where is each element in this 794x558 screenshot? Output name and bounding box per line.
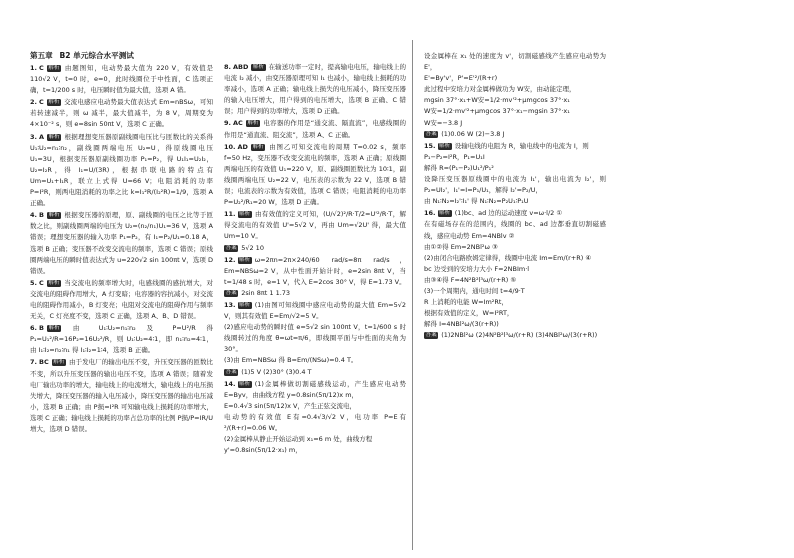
answer-column-1: [30, 63, 213, 548]
analysis-content: P₁−P₂=I²R，P₁=U₁I: [424, 152, 485, 161]
answer-text: 5√2 10: [241, 243, 264, 252]
answer-item: [30, 132, 213, 210]
answer-item: [224, 300, 406, 378]
question-number: 16.: [424, 209, 436, 218]
analysis-line: [424, 253, 606, 264]
analysis-text: [224, 142, 406, 209]
analysis-line: [424, 196, 606, 207]
analysis-text: [224, 118, 406, 140]
answer-item: [30, 357, 213, 435]
analysis-line: [424, 319, 606, 330]
question-number: 14.: [224, 379, 236, 388]
question-number: 1.: [30, 64, 37, 72]
analysis-content: (2)由闭合电路欧姆定律得，线圈中电流 Im=Em/(r+R) ④: [424, 253, 592, 262]
analysis-content: 当交流电的频率增大时，电感线圈的感抗增大，对交流电的阻碍作用增大，A 灯变暗；电容器的容抗减小，对交流电的阻碍作用减小，B 灯变亮；电阻对交流电的阻碍作用与频率无关，C 灯亮度不变，选项 C 正确，选项 A、B、D 错误。: [30, 278, 213, 321]
answer-line: [224, 288, 406, 299]
answer-line: [224, 367, 406, 378]
analysis-text: [30, 357, 213, 435]
analysis-text: [30, 132, 213, 210]
answer-item: [30, 210, 213, 277]
question-number: 8.: [224, 63, 231, 71]
question-number: 7.: [30, 358, 37, 367]
analysis-content: 由图乙可知交流电的周期 T=0.02 s，频率 f=50 Hz，变压器不改变交流电的频率，选项 A 正确；原线圈两端电压的有效值 U₁=220 V，原、副线圈匝数比为 10∶1，副线圈两端电压 U₂=22 V，电压表的示数为 22 V，选项 B 错误；电流表的示数为有效值，选项 C 错误；电阻消耗的电功率 P=U₂²/R₁=20 W，选项 D 正确。: [224, 142, 406, 207]
analysis-line: [424, 73, 606, 84]
answer-item: [224, 255, 406, 299]
analysis-content: (1)金属棒做切割磁感线运动，产生感应电动势 E=Byv，由曲线方程 y=0.8sin(5π/12)x m，: [224, 379, 406, 399]
analysis-line: [224, 322, 406, 355]
question-number: 15.: [424, 141, 436, 150]
analysis-tag: 解析: [239, 301, 251, 308]
analysis-text: [424, 141, 606, 152]
analysis-tag: 解析: [48, 325, 60, 332]
analysis-content: y'=0.8sin(5π/12·x₁) m，: [224, 446, 302, 455]
analysis-text: [424, 51, 606, 73]
analysis-content: ω=2πn=2π×240/60 rad/s=8π rad/s，Em=NBSω=2 V，从中性面开始计时，e=2sin 8πt V，当 t=1/48 s 时，e=1 V，代入 E=2cos 30° V，得 E≈1.73 V。: [224, 255, 406, 286]
analysis-content: 在输送功率一定时，提高输电电压，输电线上的电流 I₂ 减小，由变压器原理可知 I₁ 也减小，输电线上损耗的功率减小，选项 A 正确；输电线上损失的电压减小，降压变压器的输入电压增大，用户得到的电压增大，选项 B 正确、C 错误；用户得到的功率增大，选项 D 正确。: [224, 63, 406, 116]
answer-tag: 答案: [225, 244, 237, 251]
answer-item: [224, 379, 406, 457]
analysis-line: [424, 174, 606, 196]
question-number: 5.: [30, 278, 37, 287]
choice-answer: C: [39, 64, 44, 72]
analysis-text: [224, 300, 406, 322]
analysis-tag: 解析: [239, 256, 251, 263]
answer-column-3: [424, 51, 606, 548]
answer-text: 2sin 8πt 1 1.73: [241, 288, 291, 297]
analysis-line: [424, 242, 606, 253]
answer-line: [424, 129, 606, 140]
analysis-tag: 解析: [48, 212, 60, 219]
analysis-content: 解得 I=4NBl²ω/(3(r+R)): [424, 320, 499, 329]
analysis-text: [30, 97, 213, 130]
analysis-content: (1)bc、ad 边的运动速度 v=ω·l/2 ①: [454, 209, 563, 218]
analysis-content: 由于发电厂的输出电压不变，升压变压器的匝数比不变，所以升压变压器的输出电压不变，选项 A 错误；随着发电厂输出功率的增大，输电线上的电流增大，输电线上的电压损失增大，降压变压器的输入电压减小，降压变压器的输出电压减小，选项 B 正确；由 P损=I²R 可知输电线上损耗的功率增大，选项 C 正确；输电线上损耗的功率占总功率的比例 P损/P=IR/U 增大，选项 D 错误。: [30, 358, 213, 433]
question-number: 4.: [30, 211, 37, 220]
analysis-content: 由③④得 F=4N²B²l³ω/(r+R) ⑤: [424, 275, 517, 284]
analysis-content: (3)一个周期内，通电时间 t=4/9·T: [424, 286, 525, 295]
analysis-line: [424, 152, 606, 163]
analysis-tag: 解析: [239, 380, 251, 387]
analysis-text: [30, 323, 213, 356]
analysis-line: [224, 401, 406, 412]
choice-answer: B: [39, 211, 44, 220]
analysis-line: [224, 434, 406, 445]
answer-item: [30, 323, 213, 356]
analysis-text: [224, 379, 406, 401]
analysis-content: 由 U₁∶U₂=n₁∶n₂ 及 P=U²/R 得 P₁=U₁²/R=16P₂=16U₂²/R，则 U₁∶U₂=4∶1，即 n₁∶n₂=4∶1，由 I₁∶I₂=n₂∶n₁ 得 I₁∶I₂=1∶4，选项 B 正确。: [30, 324, 213, 355]
chapter-label: 第五章: [30, 51, 53, 60]
analysis-text: [30, 278, 213, 322]
question-number: 12.: [224, 255, 236, 264]
page-gutter-divider: [412, 40, 413, 550]
answer-item: [424, 141, 606, 208]
question-number: 11.: [224, 210, 236, 219]
analysis-text: [224, 209, 406, 242]
analysis-content: 由有效值的定义可知，(U/√2)²/R·T/2=U'²/R·T，解得交流电的有效值 U'=5√2 V，再由 Um=√2U' 得，最大值 Um=10 V。: [224, 210, 406, 241]
answer-item: [30, 278, 213, 322]
choice-answer: C: [39, 98, 44, 107]
analysis-content: R 上消耗的电能 W=Im²Rt，: [424, 298, 508, 307]
analysis-line: [424, 308, 606, 319]
analysis-text: [424, 208, 606, 219]
analysis-content: 交流电感应电动势最大值表达式 Em=nBSω，可知若转速减半，则 ω 减半，最大值减半，为 8 V，周期变为 4×10⁻² s，则 e=8sin 50πt V，选项 C 正确。: [30, 98, 213, 129]
choice-answer: AD: [237, 142, 248, 151]
analysis-tag: 解析: [252, 64, 265, 70]
analysis-tag: 解析: [247, 120, 259, 127]
analysis-content: 设金属棒在 x₁ 处的速度为 v'，切割磁感线产生感应电动势为 E'，: [424, 52, 606, 72]
answer-tag: 答案: [225, 368, 237, 375]
answer-item: [30, 63, 213, 96]
analysis-content: 由①②得 Em=2NBl²ω ③: [424, 242, 498, 251]
answer-line: [224, 243, 406, 254]
choice-answer: ABD: [233, 63, 249, 71]
answer-item: [224, 118, 406, 140]
unit-title: B2 单元综合水平测试: [59, 51, 134, 60]
answer-item: [224, 62, 406, 117]
analysis-tag: 解析: [439, 210, 451, 217]
analysis-content: 根据变压器的原理，原、副线圈的电压之比等于匝数之比，则副线圈两端的电压为 U₂=(n₂/n₁)U₁=36 V，选项 A 错误；理想变压器的输入功率 P₁=P₂，有 I₁=P₂/U₁≈0.18 A，选项 B 正确；变压器不改变交流电的频率，选项 C 错误；原线圈两端电压的瞬时值表达式为 u=220√2 sin 100πt V，选项 D 错误。: [30, 211, 213, 275]
analysis-content: 此过程中安培力对金属棒做功为 W安，由动能定理，: [424, 85, 576, 94]
answer-item: [30, 97, 213, 130]
analysis-line: [424, 95, 606, 106]
answer-text: (1)0.06 W (2)−3.8 J: [441, 129, 505, 138]
analysis-content: (1)由图可知线圈中感应电动势的最大值 Em=5√2 V，则其有效值 E=Em/√2=5 V。: [224, 300, 406, 321]
question-number: 2.: [30, 98, 37, 107]
analysis-line: [424, 84, 606, 95]
analysis-content: W安=−3.8 J: [424, 118, 463, 127]
analysis-line: [224, 355, 406, 366]
analysis-content: (2)金属棒从静止开始运动到 x₁=6 m 处，曲线方程: [224, 435, 373, 444]
analysis-line: [424, 297, 606, 308]
analysis-tag: 解析: [252, 143, 264, 150]
analysis-content: bc 边受到的安培力大小 F=2NBIm·l: [424, 264, 530, 273]
answer-tag: 答案: [425, 332, 437, 339]
analysis-tag: 解析: [48, 65, 60, 71]
answer-text: (1)2NBl²ω (2)4N²B²l³ω/(r+R) (3)4NBl²ω/(3(r+R)): [441, 331, 598, 340]
analysis-text: [30, 210, 213, 277]
analysis-content: 根据有效值的定义，W=I²RT，: [424, 309, 514, 318]
analysis-content: 设输电线的电阻为 R，输电线中的电流为 I，则: [454, 141, 589, 150]
analysis-tag: 解析: [48, 279, 60, 286]
page-header: [30, 50, 213, 62]
analysis-content: 在有磁场存在的范围内，线圈的 bc、ad 边都垂直切割磁感线，感应电动势 Em=4NBlv ②: [424, 220, 606, 240]
question-number: 9.: [224, 119, 231, 128]
analysis-text: [224, 255, 406, 288]
answer-item: [224, 209, 406, 253]
answer-text: (1)5 V (2)30° (3)0.4 T: [241, 367, 312, 376]
question-number: 3.: [30, 132, 37, 141]
choice-answer: AC: [233, 119, 243, 128]
answer-line: [424, 330, 606, 341]
answer-item: [424, 51, 606, 140]
analysis-content: 电动势的有效值 E有=0.4√3/√2 V，电功率 P=E有²/(R+r)=0.06 W。: [224, 412, 406, 432]
analysis-content: (2)感应电动势的瞬时值 e=5√2 sin 100πt V，t=1/600 s 时线圈转过的角度 θ=ωt=π/6，即线圈平面与中性面的夹角为 30°。: [224, 323, 406, 354]
analysis-tag: 解析: [48, 133, 60, 140]
analysis-line: [424, 118, 606, 129]
analysis-content: (3)由 Em=NBSω 得 B=Em/(NSω)=0.4 T。: [224, 356, 358, 365]
analysis-line: [224, 445, 406, 456]
analysis-content: 电容器的作用是“通交流、隔直流”，电感线圈的作用是“通直流、阻交流”，选项 A、C 正确。: [224, 119, 406, 139]
analysis-line: [424, 264, 606, 275]
analysis-content: 根据理想变压器原副线圈电压比与匝数比的关系得 U₁∶U₂=n₁∶n₂，副线圈两端电压 U₂=U，得原线圈电压 U₁=3U，根据变压器原副线圈功率 P₁=P₂，得 U₁I₁=U₂I₂，U₂=I₂R，得 I₁=U/(3R)，根据串联电路的特点有 Um=U₁+I₁R，联立上式得 U=66 V；电阻消耗的功率 P=I²R，则两电阻消耗的功率之比 k=I₁²R/(I₂²R)=1/9，选项 A 正确。: [30, 132, 213, 208]
analysis-text: [30, 63, 213, 96]
answer-column-2: [224, 62, 406, 548]
analysis-content: E'=By'v'，P'=E'²/(R+r): [424, 74, 498, 83]
answer-item: [424, 208, 606, 341]
question-number: 6.: [30, 324, 37, 333]
analysis-content: 解得 R=(P₁−P₂)U₁²/P₁²: [424, 163, 494, 172]
analysis-line: [424, 106, 606, 117]
analysis-content: 由题图知，电动势最大值为 220 V，有效值是 110√2 V，t=0 时，e=0，此时线圈位于中性面，C 选项正确，t=1/200 s 时，电压瞬时值为最大值，选项 A 错。: [30, 64, 213, 95]
analysis-line: [424, 163, 606, 174]
analysis-tag: 解析: [439, 142, 451, 149]
choice-answer: B: [39, 324, 44, 333]
answer-item: [224, 142, 406, 209]
choice-answer: A: [39, 132, 45, 141]
analysis-line: [424, 219, 606, 241]
analysis-content: 设降压变压器原线圈中的电流为 I₁'，输出电流为 I₂'，则 P₂=UI₂'，I₁'=I=P₁/U₁，解得 I₂'=P₂/U，: [424, 175, 606, 195]
analysis-content: mgsin 37°·x₁+W安=1/2·mv'²+μmgcos 37°·x₁: [424, 96, 570, 105]
choice-answer: C: [39, 278, 44, 287]
analysis-content: W安=1/2·mv'²+μmgcos 37°·x₁−mgsin 37°·x₁: [424, 107, 570, 116]
analysis-line: [424, 286, 606, 297]
analysis-content: E=0.4√3 sin(5π/12)x V，产生正弦交流电，: [224, 401, 356, 410]
question-number: 10.: [224, 142, 236, 151]
analysis-tag: 解析: [48, 99, 60, 106]
analysis-tag: 解析: [53, 359, 65, 366]
answer-tag: 答案: [225, 289, 237, 296]
analysis-line: [424, 275, 606, 286]
analysis-line: [224, 412, 406, 434]
analysis-text: [224, 62, 406, 117]
choice-answer: BC: [39, 358, 49, 367]
answer-tag: 答案: [425, 130, 437, 137]
analysis-tag: 解析: [239, 211, 251, 218]
question-number: 13.: [224, 300, 236, 309]
analysis-content: 由 N₁∶N₂=I₂'∶I₁' 得 N₁∶N₂=P₂U₁∶P₁U: [424, 197, 529, 206]
